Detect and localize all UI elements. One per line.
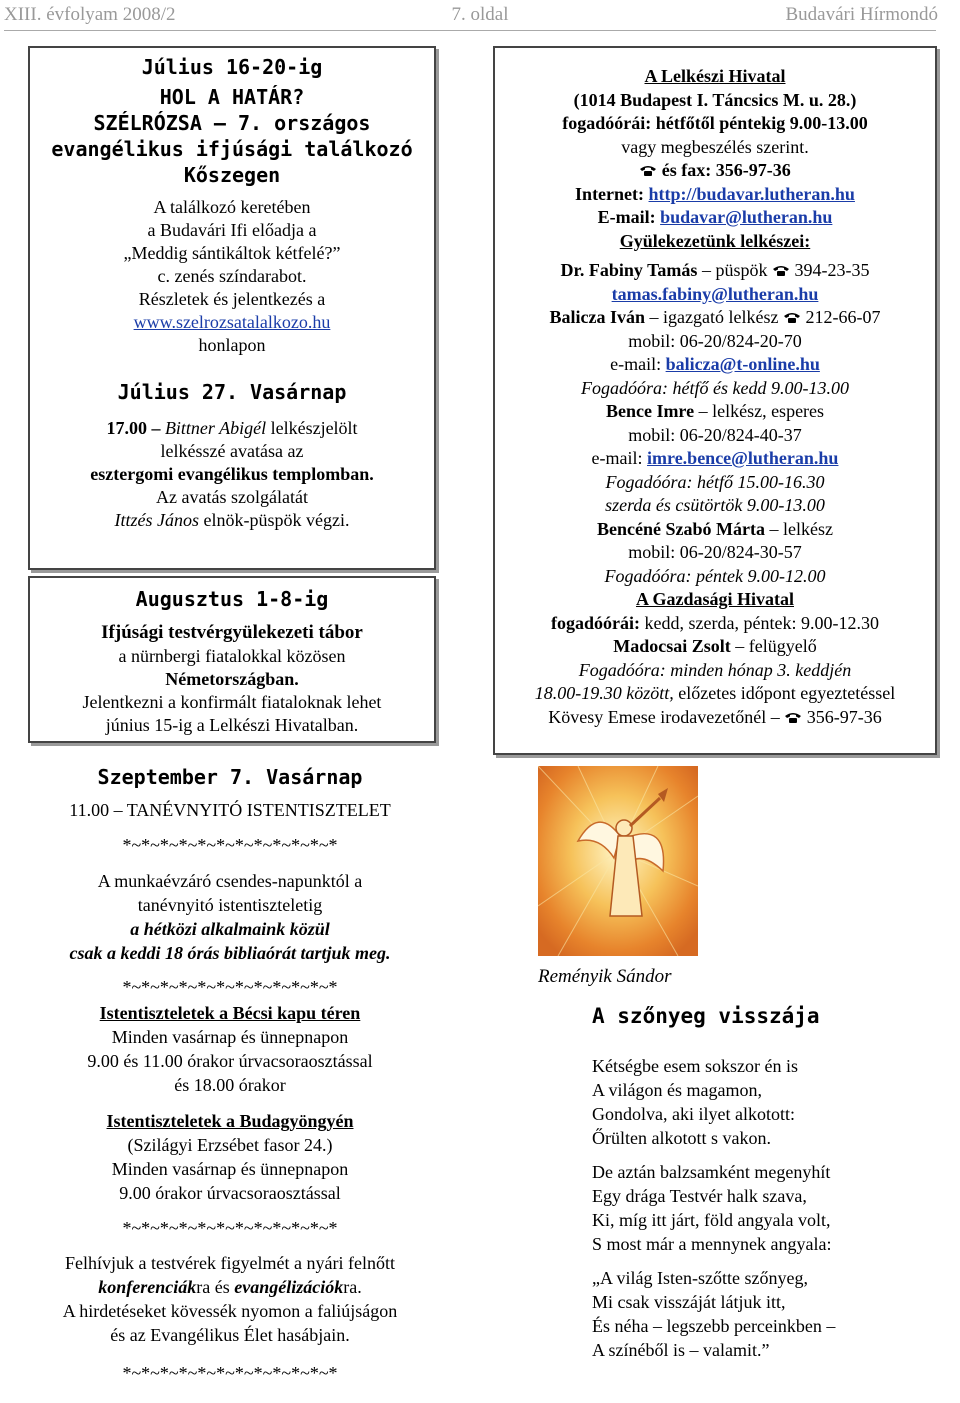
ordination-text: elnök-püspök végzi. [203, 510, 350, 530]
pastor-mobile: mobil: 06-20/824-20-70 [628, 330, 802, 351]
camp-location: Németországban. [165, 669, 299, 689]
event-website-link[interactable]: www.szelrozsatalalkozo.hu [133, 312, 331, 332]
ordination-text: Az avatás szolgálatát [156, 487, 308, 507]
pastor-balicza [495, 306, 935, 330]
august-camp-box [28, 576, 436, 743]
ordination-officiant: Ittzés János [114, 510, 200, 530]
pastor-mobile: mobil: 06-20/824-30-57 [628, 542, 802, 562]
warden-hours-time: 18.00-19.30 között, [534, 683, 674, 703]
page-header [0, 4, 960, 28]
notice-text: a hétközi alkalmaink közül [130, 919, 330, 939]
office-hours: fogadóórái: hétfőtől péntekig 9.00-13.00 [562, 113, 868, 133]
separator: *~*~*~*~*~*~*~*~*~*~*~* [122, 1218, 338, 1238]
pastor-role: – lelkész, esperes [698, 401, 825, 421]
header-page-number: 7. oldal [451, 4, 509, 25]
finance-office-hours [495, 612, 935, 636]
event-text: „Meddig sántikáltok kétfelé?” [123, 243, 341, 263]
pastor-hours: Fogadóóra: hétfő 15.00-16.30 [605, 471, 825, 492]
pastor-role: – lelkész [769, 518, 833, 539]
pastor-bencene [495, 518, 935, 542]
poem-stanza [592, 1160, 948, 1256]
services-text: (Szilágyi Erzsébet fasor 24.) [127, 1135, 333, 1155]
conference-text: A hirdetéseket kövessék nyomon a faliújságon [62, 1301, 398, 1321]
event-location: Kőszegen [183, 163, 281, 187]
pastor-bence [495, 400, 935, 424]
pastor-email-line [495, 353, 935, 377]
poem-line: Kétségbe esem sokszor én is [592, 1056, 798, 1076]
ordination-candidate: Bittner Abigél [164, 418, 267, 438]
header-volume: XIII. évfolyam 2008/2 [4, 4, 176, 25]
pastor-bence-email[interactable]: imre.bence@lutheran.hu [647, 448, 839, 468]
poem-line: „A világ Isten-szőtte szőnyeg, [592, 1268, 808, 1288]
services-text: Minden vasárnap és ünnepnapon [111, 1027, 349, 1047]
poem-line: De aztán balzsamként megenyhít [592, 1162, 831, 1182]
warden-role: – felügyelő [735, 636, 817, 656]
header-rule [4, 30, 936, 31]
services-text: és 18.00 órakor [174, 1075, 286, 1095]
pastor-role: – igazgató lelkész [649, 307, 779, 327]
poem-stanza [592, 1054, 948, 1150]
date-august: Augusztus 1-8-ig [135, 587, 329, 611]
pastor-hours: szerda és csütörtök 9.00-13.00 [605, 495, 825, 515]
warden-hours: Fogadóóra: minden hónap 3. keddjén [578, 659, 852, 680]
services-text: 9.00 és 11.00 órakor úrvacsoraosztással [87, 1051, 373, 1071]
poem-line: Ki, míg itt járt, föld angyala volt, [592, 1210, 831, 1230]
poem-line: Egy drága Testvér halk szava, [592, 1186, 807, 1206]
notice-text: A munkaévzáró csendes-napunktól a [97, 871, 363, 891]
finance-office-title: A Gazdasági Hivatal [635, 589, 794, 609]
poem-line: Őrülten alkotott s vakon. [592, 1128, 771, 1148]
ordination-role: lelkészjelölt [270, 418, 358, 438]
evangelization-word: evangélizációk [234, 1277, 344, 1297]
pastor-hours: Fogadóóra: hétfő és kedd 9.00-13.00 [581, 377, 849, 398]
camp-text: Jelentkezni a konfirmált fiataloknak lehet [82, 692, 382, 712]
warden-line [495, 635, 935, 659]
separator: *~*~*~*~*~*~*~*~*~*~*~* [122, 1363, 338, 1383]
pastor-hours: Fogadóóra: péntek 9.00-12.00 [604, 565, 826, 586]
pastors-heading: Gyülekezetünk lelkészei: [619, 230, 811, 251]
july-events-box [28, 46, 436, 570]
contact-info-box [493, 46, 937, 755]
pastor-name: Balicza Iván [549, 307, 646, 327]
september-section [28, 764, 432, 1385]
camp-text: június 15-ig a Lelkészi Hivatalban. [105, 715, 359, 735]
pastor-mobile: mobil: 06-20/824-40-37 [628, 424, 802, 445]
event-text: a Budavári Ifi előadja a [147, 220, 317, 240]
pastor-fabiny-email[interactable]: tamas.fabiny@lutheran.hu [611, 283, 819, 304]
conference-text: ra és [196, 1277, 230, 1297]
ordination-time: 17.00 – [106, 418, 161, 438]
email-label: E-mail: [597, 207, 656, 227]
email-label: e-mail: [591, 448, 643, 468]
pastor-name: Bence Imre [605, 401, 695, 421]
office-internet-line [495, 183, 935, 207]
pastor-balicza-email[interactable]: balicza@t-online.hu [665, 354, 820, 374]
notice-text: tanévnyitó istentiszteletig [137, 895, 323, 915]
website-link[interactable]: http://budavar.lutheran.hu [648, 183, 855, 204]
event-subtitle: SZÉLRÓZSA – 7. országos [93, 111, 371, 135]
poem-stanza [592, 1266, 948, 1362]
warden-hours-note: előzetes időpont egyeztetéssel [678, 683, 896, 703]
warden-hours-2 [495, 682, 935, 706]
email-label: e-mail: [610, 354, 662, 374]
event-subtitle-2: evangélikus ifjúsági találkozó [51, 137, 413, 161]
poem-title: A szőnyeg visszája [592, 1004, 820, 1028]
conference-text: és az Evangélikus Élet hasábjain. [110, 1325, 350, 1345]
event-text: Részletek és jelentkezés a [138, 289, 326, 309]
poem-line: A világon és magamon, [592, 1080, 762, 1100]
conference-word: konferenciák [98, 1277, 197, 1297]
poem-line: A színéből is – valamit.” [592, 1340, 770, 1360]
separator: *~*~*~*~*~*~*~*~*~*~*~* [122, 835, 338, 855]
poem-line: Gondolva, aki ilyet alkotott: [592, 1104, 795, 1124]
office-manager-phone: 356-97-36 [806, 706, 882, 727]
poem-line: S most már a mennynek angyala: [592, 1234, 832, 1254]
pastor-email-line [495, 447, 935, 471]
poem-line: Mi csak visszáját látjuk itt, [592, 1292, 786, 1312]
event-text: honlapon [198, 335, 266, 355]
camp-text: a nürnbergi fiatalokkal közösen [118, 646, 346, 666]
phone-icon [783, 311, 801, 324]
pastor-name: Bencéné Szabó Márta [597, 518, 765, 539]
office-appointment: vagy megbeszélés szerint. [621, 136, 809, 157]
poem-section [538, 966, 948, 1362]
camp-title: Ifjúsági testvérgyülekezeti tábor [101, 622, 363, 643]
services-budagyongye-title: Istentiszteletek a Budagyöngyén [106, 1111, 354, 1131]
pastor-name: Dr. Fabiny Tamás [560, 260, 698, 280]
poem-line: És néha – legszebb perceinkben – [592, 1316, 836, 1336]
phone-icon [639, 164, 657, 177]
date-july-16-20: Július 16-20-ig [141, 55, 323, 79]
separator: *~*~*~*~*~*~*~*~*~*~*~* [122, 977, 338, 997]
notice-text: csak a keddi 18 órás bibliaórát tartjuk meg. [69, 943, 391, 963]
ordination-place: esztergomi evangélikus templomban. [90, 464, 374, 484]
ordination-line [30, 417, 434, 440]
opening-service: 11.00 – TANÉVNYITÓ ISTENTISZTELET [69, 800, 391, 820]
internet-label: Internet: [575, 183, 645, 204]
date-september-7: Szeptember 7. Vasárnap [97, 765, 363, 789]
office-email-line [495, 206, 935, 230]
office-address: (1014 Budapest I. Táncsics M. u. 28.) [573, 89, 857, 110]
pastor-phone: 212-66-07 [805, 307, 881, 327]
header-publication: Budavári Hírmondó [785, 4, 938, 25]
services-becsi-kapu-title: Istentiszteletek a Bécsi kapu téren [99, 1003, 361, 1023]
pastor-role: – püspök [701, 260, 768, 280]
office-manager-line [495, 706, 935, 730]
conference-text-2 [28, 1275, 432, 1299]
event-text: A találkozó keretében [153, 197, 311, 217]
hours-value: kedd, szerda, péntek: 9.00-12.30 [644, 612, 879, 633]
event-title: HOL A HATÁR? [159, 85, 305, 109]
ordination-officiant-line [30, 509, 434, 532]
office-fax: és fax: 356-97-36 [661, 160, 791, 180]
office-title: A Lelkészi Hivatal [644, 66, 786, 86]
warden-name: Madocsai Zsolt [613, 636, 731, 656]
date-july-27: Július 27. Vasárnap [117, 380, 347, 404]
phone-icon [772, 264, 790, 277]
office-phone-line [495, 159, 935, 183]
hours-label: fogadóórái: [551, 612, 641, 633]
pastor-phone: 394-23-35 [794, 260, 870, 280]
conference-text: Felhívjuk a testvérek figyelmét a nyári felnőtt [65, 1253, 395, 1273]
event-text: c. zenés színdarabot. [157, 266, 307, 286]
conference-text: ra. [343, 1277, 362, 1297]
phone-icon [784, 711, 802, 724]
office-manager: Kövesy Emese irodavezetőnél – [548, 706, 780, 727]
poem-author: Reményik Sándor [538, 966, 672, 987]
angel-illustration [538, 766, 698, 956]
office-email-link[interactable]: budavar@lutheran.hu [660, 207, 833, 227]
services-text: Minden vasárnap és ünnepnapon [111, 1159, 349, 1179]
ordination-text: lelkésszé avatása az [160, 441, 304, 461]
pastor-fabiny [495, 259, 935, 283]
services-text: 9.00 órakor úrvacsoraosztással [119, 1183, 341, 1203]
